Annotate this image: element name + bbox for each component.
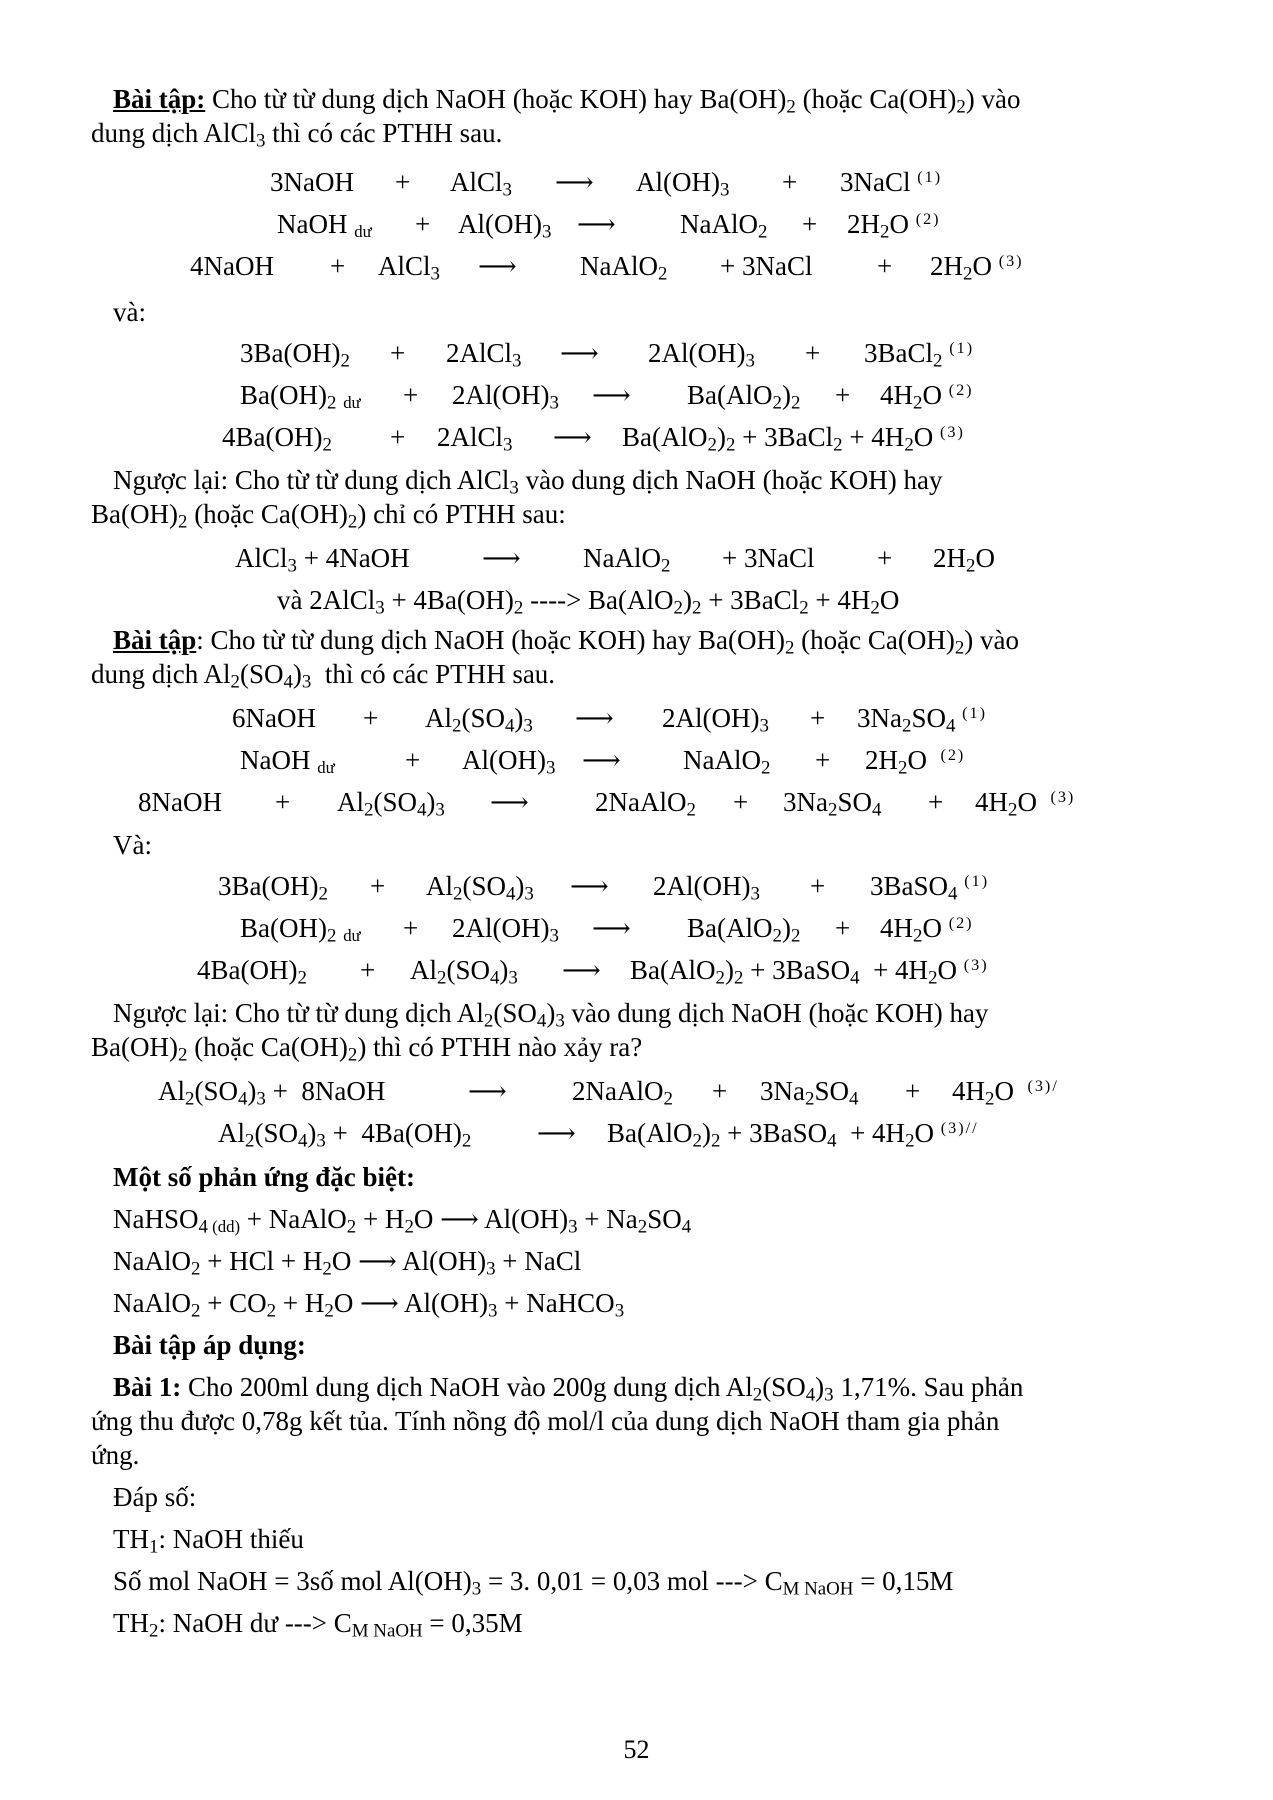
s2-label: Bài tập xyxy=(113,625,197,655)
special-eq3: NaAlO$_2$ + $CO_2 + H_2O$ ⟶ $Al(OH)_3$ + NaHCO$_3$ xyxy=(113,1288,625,1322)
answer-label: Đáp số: xyxy=(113,1482,197,1512)
s2-reverse-line1: Ngược lại: Cho từ từ dung dịch $Al_2(SO_4)_3$ vào dung dịch NaOH (hoặc KOH) hay xyxy=(113,998,989,1032)
th2-line: $TH_2$: NaOH dư ---> $C_{M NaOH} = 0,35M$ xyxy=(113,1608,523,1642)
s2-reverse-line2: $Ba(OH)_2$ (hoặc $Ca(OH)_2$) thì có PTHH nào xảy ra? xyxy=(91,1032,643,1066)
bai1-line1: Bài 1: Cho 200ml dung dịch NaOH vào 200g dung dịch $Al_2(SO_4)_3$ 1,71%. Sau phản xyxy=(113,1372,1024,1406)
s1-reverse-line1: Ngược lại: Cho từ từ dung dịch AlCl$_3$ vào dung dịch NaOH (hoặc KOH) hay xyxy=(113,465,943,499)
s1-and: và: xyxy=(113,297,146,327)
s1-label: Bài tập: xyxy=(113,84,206,114)
s2-intro-line2: dung dịch $Al_2(SO_4)_3$ thì có các PTHH sau. xyxy=(91,659,556,693)
s2-intro-line1: Bài tập: Cho từ từ dung dịch NaOH (hoặc KOH) hay $Ba(OH)_2$ (hoặc $Ca(OH)_2$) vào xyxy=(113,625,1020,659)
s1-intro-line1: Bài tập: Cho từ từ dung dịch NaOH (hoặc KOH) hay $Ba(OH)_2$ (hoặc $Ca(OH)_2$) vào xyxy=(113,84,1021,118)
bai1-line3: ứng. xyxy=(91,1440,140,1470)
s2-and: Và: xyxy=(113,830,152,860)
special-eq2: NaAlO$_2$ + HCl + $H_2O$ ⟶ $Al(OH)_3$ + NaCl xyxy=(113,1246,582,1280)
s1-reverse-line2: $Ba(OH)_2$ (hoặc $Ca(OH)_2$) chỉ có PTHH sau: xyxy=(91,499,566,533)
th1-line: $TH_1$: NaOH thiếu xyxy=(113,1524,304,1558)
s1-intro-line2: dung dịch AlCl$_3$ thì có các PTHH sau. xyxy=(91,118,503,152)
special-eq1: NaHSO$_4$ (dd) + NaAlO$_2$ + $H_2O$ ⟶ $Al(OH)_3 + Na_2SO_4$ xyxy=(113,1204,692,1238)
special-heading: Một số phản ứng đặc biệt: xyxy=(113,1162,415,1192)
page-number: 52 xyxy=(623,1735,650,1764)
bai1-line2: ứng thu được 0,78g kết tủa. Tính nồng độ mol/l của dung dịch NaOH tham gia phản xyxy=(91,1406,1000,1436)
bai1-label: Bài 1: xyxy=(113,1372,182,1402)
exercises-heading: Bài tập áp dụng: xyxy=(113,1330,306,1360)
mol-line: Số mol NaOH = 3số mol $Al(OH)_3 = 3$. 0,01 = 0,03 mol ---> $C_{M NaOH} = 0,15M$ xyxy=(113,1566,954,1600)
